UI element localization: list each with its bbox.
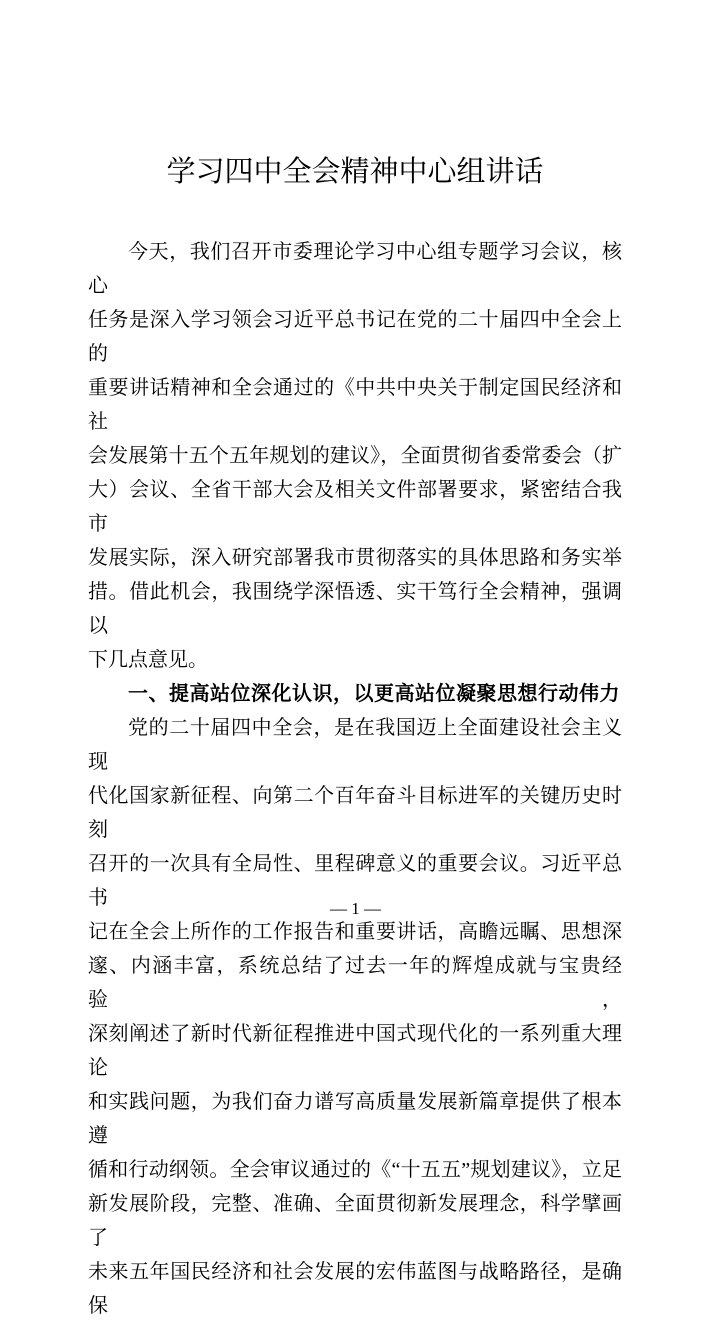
text-line: 大）会议、全省干部大会及相关文件部署要求，紧密结合我市 — [88, 479, 622, 535]
document-title: 学习四中全会精神中心组讲话 — [166, 156, 544, 188]
text-line: 会发展第十五个五年规划的建议》，全面贯彻省委常委会（扩 — [88, 445, 622, 467]
text-line: 发展实际，深入研究部署我市贯彻落实的具体思路和务实举 — [88, 547, 622, 569]
text-line: 代化国家新征程、向第二个百年奋斗目标进军的关键历史时刻 — [88, 785, 622, 841]
section-heading: 一、提高站位深化认识，以更高站位凝聚思想行动伟力 — [128, 683, 620, 705]
text-line: 重要讲话精神和全会通过的《中共中央关于制定国民经济和社 — [88, 377, 622, 433]
text-line: 新发展阶段，完整、准确、全面贯彻新发展理念，科学擘画了 — [88, 1193, 622, 1249]
text-line: 今天，我们召开市委理论学习中心组专题学习会议，核心 — [88, 241, 622, 297]
text-line: 循和行动纲领。全会审议通过的《“十五五”规划建议》，立足 — [88, 1159, 622, 1181]
text-line: 未来五年国民经济和社会发展的宏伟蓝图与战略路径，是确保 — [88, 1261, 622, 1317]
document-body — [88, 235, 622, 1323]
text-line: 党的二十届四中全会，是在我国迈上全面建设社会主义现 — [88, 717, 622, 773]
text-line: 下几点意见。 — [88, 649, 208, 671]
text-line: 和实践问题，为我们奋力谱写高质量发展新篇章提供了根本遵 — [88, 1091, 622, 1147]
text-line: 召开的一次具有全局性、里程碑意义的重要会议。习近平总书 — [88, 853, 622, 909]
text-line: 记在全会上所作的工作报告和重要讲话，高瞻远瞩、思想深 — [88, 921, 622, 943]
page-number: — 1 — — [330, 899, 381, 918]
text-line: 任务是深入学习领会习近平总书记在党的二十届四中全会上的 — [88, 309, 622, 365]
text-line: 措。借此机会，我围绕学深悟透、实干笃行全会精神，强调以 — [88, 581, 622, 637]
text-line: 邃、内涵丰富，系统总结了过去一年的辉煌成就与宝贵经验， — [88, 955, 622, 1011]
text-line: 深刻阐述了新时代新征程推进中国式现代化的一系列重大理论 — [88, 1023, 622, 1079]
